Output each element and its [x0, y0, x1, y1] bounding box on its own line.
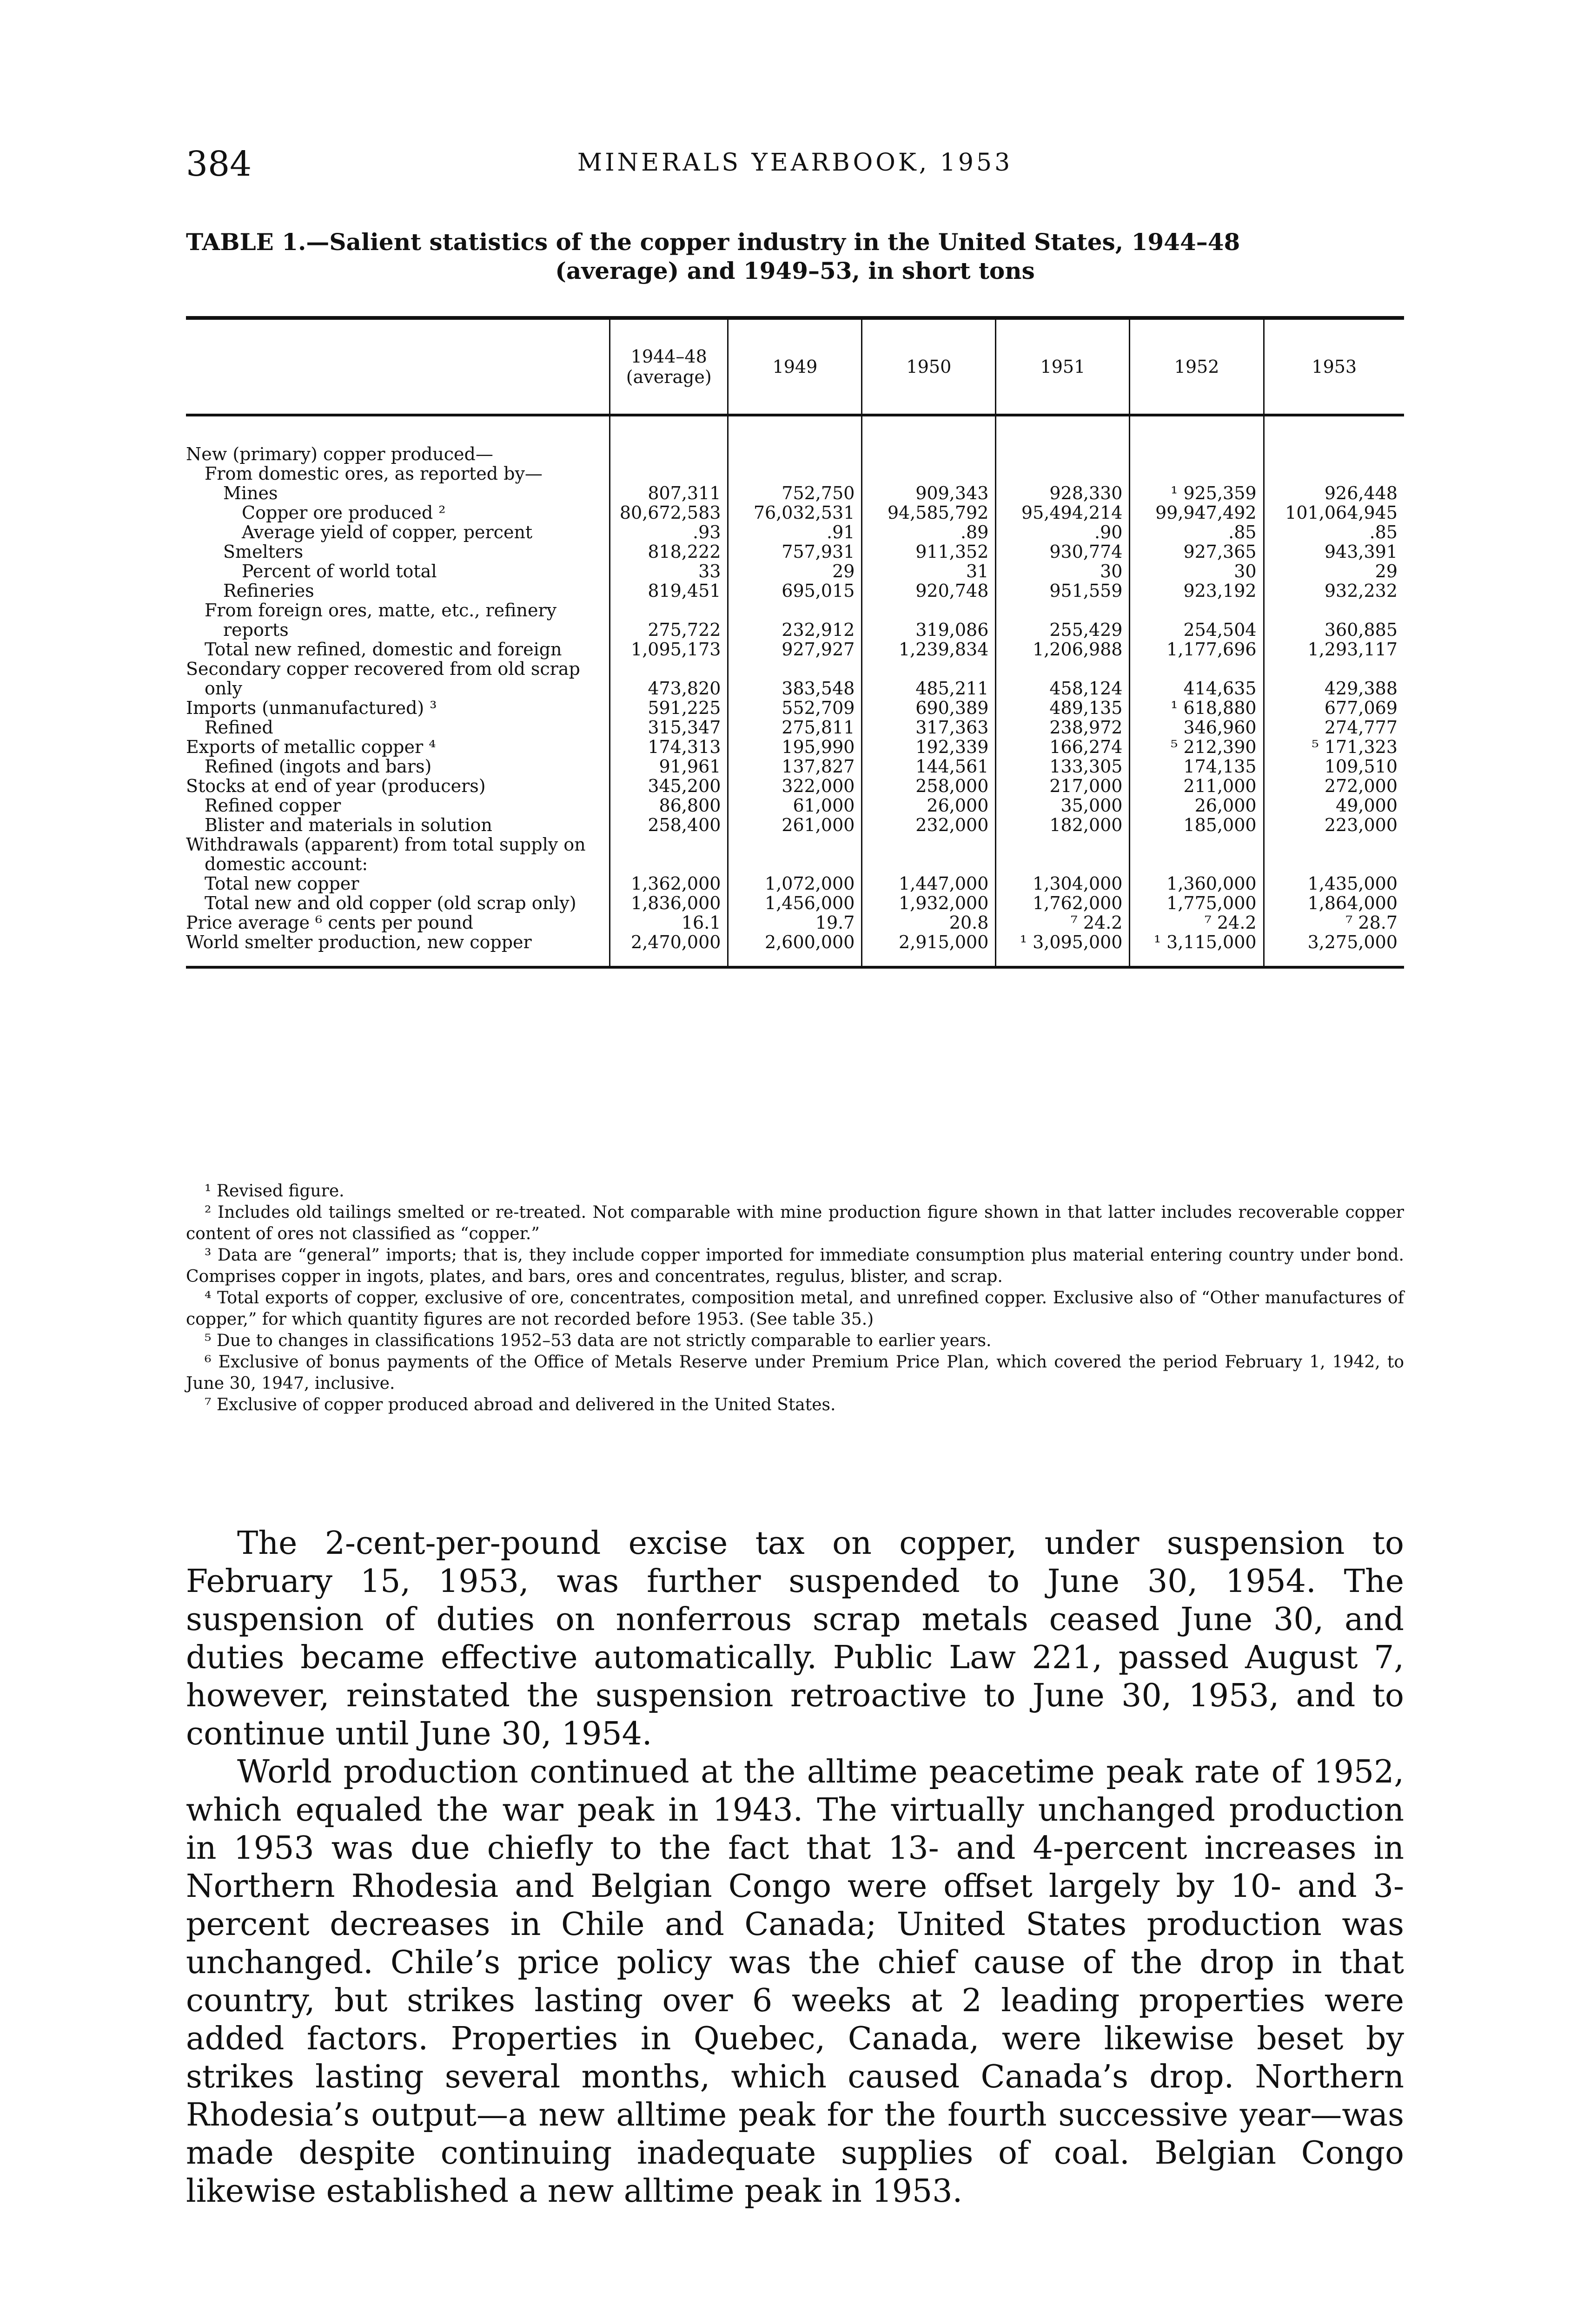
row-label: From domestic ores, as reported by—	[205, 463, 543, 484]
table-cell	[996, 835, 1130, 874]
table-cell: 690,389	[862, 698, 996, 718]
table-cell: 192,339	[862, 737, 996, 757]
table-cell: 552,709	[728, 698, 862, 718]
table-cell	[1264, 415, 1404, 464]
table-caption-line1: TABLE 1.—Salient statistics of the copper industry in the United States, 1944–48	[186, 228, 1240, 256]
table-cell: .85	[1130, 522, 1264, 542]
table-row	[186, 737, 1404, 757]
table-cell	[610, 415, 728, 464]
table-cell: 217,000	[996, 776, 1130, 796]
table-row	[186, 542, 1404, 561]
table-cell: 1,762,000	[996, 893, 1130, 913]
footnote: ⁷ Exclusive of copper produced abroad and delivered in the United States.	[205, 1395, 836, 1414]
table-cell: ¹ 618,880	[1130, 698, 1264, 718]
table-row	[186, 698, 1404, 718]
table-cell: 932,232	[1264, 581, 1404, 601]
table-cell: 33	[610, 561, 728, 581]
table-row	[186, 815, 1404, 835]
table-header-row	[186, 318, 1404, 415]
table-cell	[862, 835, 996, 874]
table-cell: 185,000	[1130, 815, 1264, 835]
page-header	[186, 144, 1404, 186]
column-header: 1953	[1264, 318, 1404, 415]
table-cell: 254,504	[1130, 601, 1264, 640]
table-cell: ⁷ 28.7	[1264, 913, 1404, 932]
row-label: World smelter production, new copper	[186, 932, 532, 952]
table-cell: 911,352	[862, 542, 996, 561]
table-cell: .85	[1264, 522, 1404, 542]
table-cell: 1,072,000	[728, 874, 862, 893]
table-cell: 137,827	[728, 757, 862, 776]
table-cell: 928,330	[996, 483, 1130, 503]
table-cell	[1264, 835, 1404, 874]
table-cell: 182,000	[996, 815, 1130, 835]
table-cell: 695,015	[728, 581, 862, 601]
table-cell	[1130, 835, 1264, 874]
row-label: Average yield of copper, percent	[242, 522, 533, 542]
table-cell: 315,347	[610, 718, 728, 737]
row-label: Total new copper	[205, 873, 359, 894]
table-cell: .93	[610, 522, 728, 542]
table-row	[186, 932, 1404, 967]
table-cell: 101,064,945	[1264, 503, 1404, 522]
table-row	[186, 718, 1404, 737]
table-cell: 30	[996, 561, 1130, 581]
row-label: Refineries	[223, 581, 314, 601]
table-cell: 818,222	[610, 542, 728, 561]
table-cell: 174,135	[1130, 757, 1264, 776]
table-cell: 19.7	[728, 913, 862, 932]
table-cell: 95,494,214	[996, 503, 1130, 522]
table-cell: 2,915,000	[862, 932, 996, 967]
table-cell: 223,000	[1264, 815, 1404, 835]
table-cell: 923,192	[1130, 581, 1264, 601]
table-cell: 909,343	[862, 483, 996, 503]
table-cell: 2,470,000	[610, 932, 728, 967]
row-label: Withdrawals (apparent) from total supply on domestic account:	[186, 834, 586, 874]
table-row	[186, 415, 1404, 464]
row-label: Smelters	[223, 541, 304, 562]
table-cell: ¹ 925,359	[1130, 483, 1264, 503]
paragraph: The 2-cent-per-pound excise tax on copper, under suspension to February 15, 1953, was further suspended to June 30, 1954. The suspension of duties on nonferrous scrap metals ceased June 30, and duties became effective automatically. Public Law 221, passed August 7, however, reinstated the suspension retroactive to June 30, 1953, and to continue until June 30, 1954.	[186, 1525, 1404, 1752]
table-row	[186, 796, 1404, 815]
table-caption	[186, 228, 1404, 285]
table-cell: 346,960	[1130, 718, 1264, 737]
table-cell: 1,775,000	[1130, 893, 1264, 913]
table-cell: 930,774	[996, 542, 1130, 561]
table-cell: 238,972	[996, 718, 1130, 737]
table-cell: 91,961	[610, 757, 728, 776]
table-cell: 485,211	[862, 659, 996, 698]
table-cell: 1,456,000	[728, 893, 862, 913]
footnote: ⁵ Due to changes in classifications 1952–53 data are not strictly comparable to earlier years.	[205, 1331, 992, 1350]
row-label: From foreign ores, matte, etc., refinery reports	[205, 600, 557, 640]
table-cell: 360,885	[1264, 601, 1404, 640]
table-cell: 1,177,696	[1130, 640, 1264, 659]
table-caption-line2: (average) and 1949–53, in short tons	[555, 257, 1035, 284]
table-cell: 757,931	[728, 542, 862, 561]
table-cell: 94,585,792	[862, 503, 996, 522]
table-cell: .90	[996, 522, 1130, 542]
column-header: 1944–48 (average)	[610, 318, 728, 415]
table-row	[186, 874, 1404, 893]
table-cell: 109,510	[1264, 757, 1404, 776]
table-cell: 1,304,000	[996, 874, 1130, 893]
table-cell: 255,429	[996, 601, 1130, 640]
table-footnotes	[186, 1181, 1404, 1416]
table-cell: 926,448	[1264, 483, 1404, 503]
row-label: Total new refined, domestic and foreign	[205, 639, 562, 660]
table-cell: 1,932,000	[862, 893, 996, 913]
table-cell: ⁵ 171,323	[1264, 737, 1404, 757]
table-cell	[728, 835, 862, 874]
table-cell: 752,750	[728, 483, 862, 503]
table-cell: 1,362,000	[610, 874, 728, 893]
table-cell: 20.8	[862, 913, 996, 932]
table-cell: 345,200	[610, 776, 728, 796]
table-cell	[996, 464, 1130, 483]
table-cell: 2,600,000	[728, 932, 862, 967]
table-cell: 3,275,000	[1264, 932, 1404, 967]
table-row	[186, 561, 1404, 581]
table-cell: 261,000	[728, 815, 862, 835]
table-cell: 195,990	[728, 737, 862, 757]
table-cell: ⁷ 24.2	[1130, 913, 1264, 932]
table-cell	[610, 835, 728, 874]
table-cell: 383,548	[728, 659, 862, 698]
table-cell: 211,000	[1130, 776, 1264, 796]
table-cell: ⁷ 24.2	[996, 913, 1130, 932]
table-cell	[1130, 415, 1264, 464]
table-cell: 272,000	[1264, 776, 1404, 796]
row-label: Secondary copper recovered from old scrap only	[186, 659, 580, 699]
table-cell: 1,836,000	[610, 893, 728, 913]
table-cell: 30	[1130, 561, 1264, 581]
table-cell: 86,800	[610, 796, 728, 815]
table-cell: 1,864,000	[1264, 893, 1404, 913]
table-cell: 274,777	[1264, 718, 1404, 737]
table-cell: 1,360,000	[1130, 874, 1264, 893]
table-cell: 80,672,583	[610, 503, 728, 522]
table-cell: 31	[862, 561, 996, 581]
table-cell: 76,032,531	[728, 503, 862, 522]
table-cell: 317,363	[862, 718, 996, 737]
table-cell: ¹ 3,115,000	[1130, 932, 1264, 967]
row-label: New (primary) copper produced—	[186, 444, 493, 464]
row-label: Refined copper	[205, 795, 341, 816]
paragraph: World production continued at the alltime peacetime peak rate of 1952, which equaled the war peak in 1943. The virtually unchanged production in 1953 was due chiefly to the fact that 13- and 4-percent increases in Northern Rhodesia and Belgian Congo were offset largely by 10- and 3-percent decreases in Chile and Canada; United States production was unchanged. Chile’s price policy was the chief cause of the drop in that country, but strikes lasting over 6 weeks at 2 leading properties were added factors. Properties in Quebec, Canada, were likewise beset by strikes lasting several months, which caused Canada’s drop. Northern Rhodesia’s output—a new alltime peak for the fourth successive year—was made despite continuing inadequate supplies of coal. Belgian Congo likewise established a new alltime peak in 1953.	[186, 1754, 1404, 2210]
table-row	[186, 503, 1404, 522]
table-cell: 99,947,492	[1130, 503, 1264, 522]
row-label: Blister and materials in solution	[205, 815, 492, 835]
running-title: MINERALS YEARBOOK, 1953	[577, 149, 1013, 177]
stub-header	[186, 318, 610, 415]
table-cell: 16.1	[610, 913, 728, 932]
table-cell: 232,000	[862, 815, 996, 835]
row-label: Refined (ingots and bars)	[205, 756, 432, 777]
footnote: ⁶ Exclusive of bonus payments of the Office of Metals Reserve under Premium Price Plan, which covered the period February 1, 1942, to June 30, 1947, inclusive.	[186, 1353, 1404, 1393]
table-cell	[862, 464, 996, 483]
table-cell: 927,927	[728, 640, 862, 659]
table-row	[186, 483, 1404, 503]
table-cell: 414,635	[1130, 659, 1264, 698]
table-cell: 133,305	[996, 757, 1130, 776]
table-row	[186, 913, 1404, 932]
row-label: Mines	[223, 483, 278, 503]
table-cell: ¹ 3,095,000	[996, 932, 1130, 967]
table-cell: 951,559	[996, 581, 1130, 601]
column-header: 1950	[862, 318, 996, 415]
table-cell: .91	[728, 522, 862, 542]
row-label: Copper ore produced ²	[242, 502, 446, 523]
table-row	[186, 640, 1404, 659]
column-header: 1952	[1130, 318, 1264, 415]
footnote: ³ Data are “general” imports; that is, they include copper imported for immediate consumption plus material entering country under bond. Comprises copper in ingots, plates, and bars, ores and concentrates, regulus, blister, and scrap.	[186, 1246, 1404, 1286]
table-cell: 1,239,834	[862, 640, 996, 659]
table-cell: 819,451	[610, 581, 728, 601]
column-header: 1949	[728, 318, 862, 415]
table-cell: 807,311	[610, 483, 728, 503]
table-row	[186, 776, 1404, 796]
table-cell: 29	[728, 561, 862, 581]
table-cell: 458,124	[996, 659, 1130, 698]
table-cell: 489,135	[996, 698, 1130, 718]
table-cell: 174,313	[610, 737, 728, 757]
footnote: ² Includes old tailings smelted or re-treated. Not comparable with mine production figure shown in that latter includes recoverable copper content of ores not classified as “copper.”	[186, 1203, 1404, 1243]
table-cell	[996, 415, 1130, 464]
table-cell	[862, 415, 996, 464]
table-cell: 275,811	[728, 718, 862, 737]
table-cell: 943,391	[1264, 542, 1404, 561]
table-row	[186, 835, 1404, 874]
table-row	[186, 464, 1404, 483]
body-text	[186, 1525, 1404, 2211]
table-cell: .89	[862, 522, 996, 542]
table-cell	[728, 415, 862, 464]
table-row	[186, 757, 1404, 776]
table-cell: 429,388	[1264, 659, 1404, 698]
table-cell: 61,000	[728, 796, 862, 815]
table-cell: 1,447,000	[862, 874, 996, 893]
table-cell: 29	[1264, 561, 1404, 581]
table-body	[186, 415, 1404, 967]
table-cell	[1264, 464, 1404, 483]
table-cell: 258,000	[862, 776, 996, 796]
table-cell: 35,000	[996, 796, 1130, 815]
table-row	[186, 893, 1404, 913]
table-cell: 322,000	[728, 776, 862, 796]
column-header: 1951	[996, 318, 1130, 415]
table-cell: 258,400	[610, 815, 728, 835]
page-number: 384	[186, 144, 252, 184]
table-cell: 1,435,000	[1264, 874, 1404, 893]
row-label: Exports of metallic copper ⁴	[186, 737, 436, 757]
table-row	[186, 522, 1404, 542]
table-cell: 49,000	[1264, 796, 1404, 815]
table-cell: 1,095,173	[610, 640, 728, 659]
table-cell: 26,000	[1130, 796, 1264, 815]
table-cell: 319,086	[862, 601, 996, 640]
row-label: Refined	[205, 717, 273, 738]
row-label: Total new and old copper (old scrap only)	[205, 893, 576, 913]
footnote: ¹ Revised figure.	[205, 1182, 344, 1201]
table-cell: 927,365	[1130, 542, 1264, 561]
row-label: Percent of world total	[242, 561, 437, 581]
table-row	[186, 601, 1404, 640]
salient-statistics-table	[186, 316, 1404, 969]
row-label: Stocks at end of year (producers)	[186, 776, 486, 796]
table-cell: 275,722	[610, 601, 728, 640]
row-label: Imports (unmanufactured) ³	[186, 698, 437, 718]
table-cell	[1130, 464, 1264, 483]
table-cell: 920,748	[862, 581, 996, 601]
table-cell: ⁵ 212,390	[1130, 737, 1264, 757]
table-cell	[610, 464, 728, 483]
table-row	[186, 581, 1404, 601]
row-label: Price average ⁶ cents per pound	[186, 912, 474, 933]
table-cell: 1,293,117	[1264, 640, 1404, 659]
table-cell: 591,225	[610, 698, 728, 718]
table-cell: 166,274	[996, 737, 1130, 757]
table-cell: 144,561	[862, 757, 996, 776]
table-cell: 232,912	[728, 601, 862, 640]
table-cell	[728, 464, 862, 483]
table-cell: 26,000	[862, 796, 996, 815]
table-row	[186, 659, 1404, 698]
table-cell: 473,820	[610, 659, 728, 698]
table-cell: 677,069	[1264, 698, 1404, 718]
footnote: ⁴ Total exports of copper, exclusive of ore, concentrates, composition metal, and unrefined copper. Exclusive also of “Other manufactures of copper,” for which quantity figures are not recorded before 1953. (See table 35.)	[186, 1288, 1404, 1329]
table-cell: 1,206,988	[996, 640, 1130, 659]
